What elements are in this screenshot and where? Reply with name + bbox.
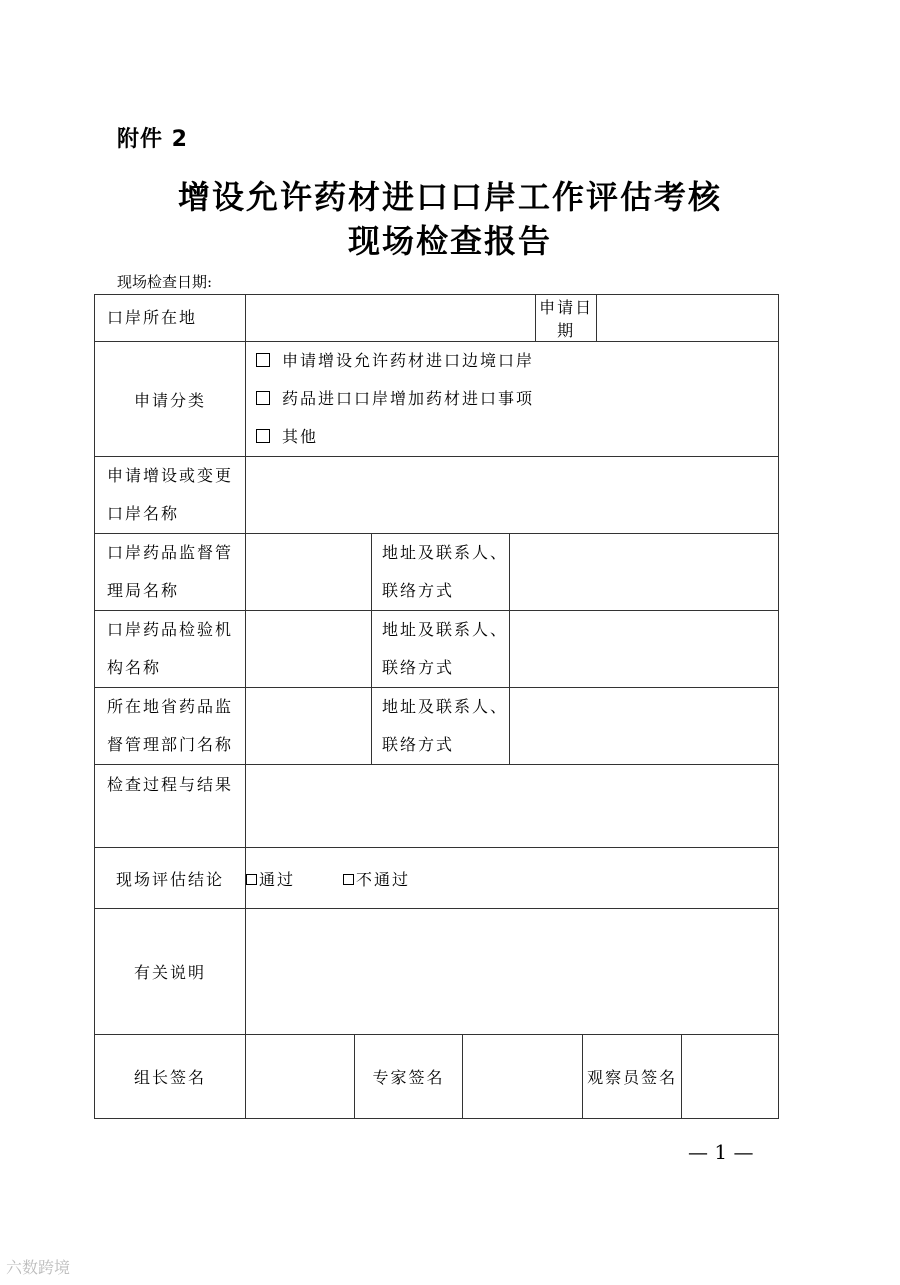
watermark: 六数跨境 (6, 1258, 71, 1277)
checkbox-icon[interactable] (256, 353, 270, 367)
conclusion-options (246, 848, 779, 909)
apply-date-label: 申请日期 (536, 295, 597, 342)
leader-sign-label: 组长签名 (95, 1035, 246, 1119)
checkbox-icon[interactable] (246, 874, 257, 885)
document-subtitle: 现场检查报告 (347, 222, 552, 260)
apply-category-options (246, 342, 779, 457)
notes-field[interactable] (246, 909, 779, 1035)
notes-label: 有关说明 (95, 909, 246, 1035)
inspection-report-form (94, 294, 779, 1119)
checkbox-icon[interactable] (343, 874, 354, 885)
process-field[interactable] (246, 765, 779, 848)
prov-admin-label: 所在地省药品监 督管理部门名称 (95, 688, 246, 765)
row-drug-test (95, 611, 779, 688)
drug-test-field[interactable] (246, 611, 372, 688)
row-notes (95, 909, 779, 1035)
row-drug-admin (95, 534, 779, 611)
checkbox-icon[interactable] (256, 429, 270, 443)
leader-sign-field[interactable] (246, 1035, 355, 1119)
pass-option[interactable]: 通过 (246, 870, 295, 889)
drug-test-label: 口岸药品检验机 构名称 (95, 611, 246, 688)
port-name-label: 申请增设或变更 口岸名称 (95, 457, 246, 534)
prov-admin-contact-label: 地址及联系人、 联络方式 (372, 688, 510, 765)
apply-date-field[interactable] (597, 295, 779, 342)
drug-test-contact-field[interactable] (510, 611, 779, 688)
category-option-3[interactable]: 其他 (246, 418, 778, 456)
row-conclusion (95, 848, 779, 909)
port-location-label: 口岸所在地 (95, 295, 246, 342)
apply-category-label: 申请分类 (95, 342, 246, 457)
observer-sign-label: 观察员签名 (583, 1035, 682, 1119)
expert-sign-label: 专家签名 (355, 1035, 463, 1119)
drug-admin-label: 口岸药品监督管 理局名称 (95, 534, 246, 611)
row-prov-admin (95, 688, 779, 765)
row-port-name (95, 457, 779, 534)
process-label: 检查过程与结果 (95, 765, 246, 848)
fail-option[interactable]: 不通过 (343, 870, 410, 889)
page-number: — 1 — (688, 1140, 754, 1164)
drug-admin-contact-field[interactable] (510, 534, 779, 611)
drug-admin-field[interactable] (246, 534, 372, 611)
category-option-1[interactable]: 申请增设允许药材进口边境口岸 (246, 342, 778, 380)
port-location-field[interactable] (246, 295, 536, 342)
row-signatures (95, 1035, 779, 1119)
prov-admin-field[interactable] (246, 688, 372, 765)
row-apply-category (95, 342, 779, 457)
row-process (95, 765, 779, 848)
checkbox-icon[interactable] (256, 391, 270, 405)
conclusion-label: 现场评估结论 (95, 848, 246, 909)
port-name-field[interactable] (246, 457, 779, 534)
drug-admin-contact-label: 地址及联系人、 联络方式 (372, 534, 510, 611)
expert-sign-field[interactable] (463, 1035, 583, 1119)
row-port-location (95, 295, 779, 342)
prov-admin-contact-field[interactable] (510, 688, 779, 765)
inspection-date-label: 现场检查日期: (117, 273, 213, 291)
category-option-2[interactable]: 药品进口口岸增加药材进口事项 (246, 380, 778, 418)
document-title: 增设允许药材进口口岸工作评估考核 (177, 178, 722, 216)
attachment-label: 附件 2 (117, 127, 188, 152)
drug-test-contact-label: 地址及联系人、 联络方式 (372, 611, 510, 688)
observer-sign-field[interactable] (682, 1035, 779, 1119)
